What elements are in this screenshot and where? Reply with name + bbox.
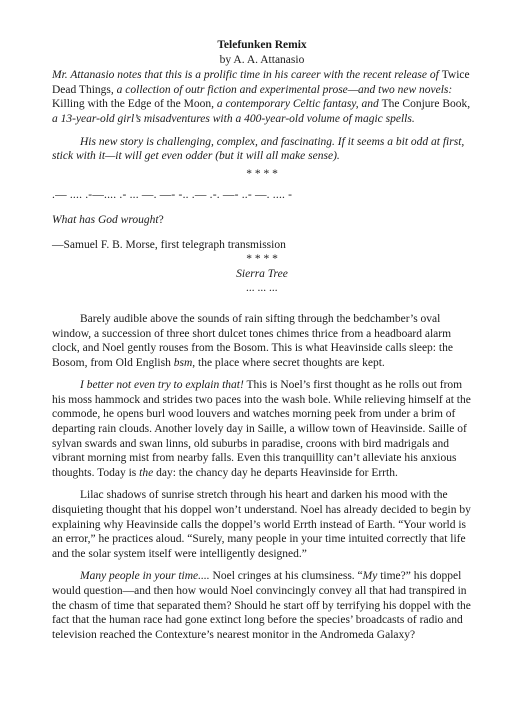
body-paragraph-4: Many people in your time.... Noel cringes at his clumsiness. “My time?” his doppel would question—and then how would Noel convincingly convey all that had transpired in the chasm of time that separated them? Should he start off by terrifying his doppel with the fact that the human race had gone extinct long before the species’ broadcasts of radio and television reached the Contexture’s nearest monitor in the Andromeda Galaxy? <box>52 570 471 641</box>
epigraph-question: What has God wrought? <box>52 213 164 226</box>
story-title: Telefunken Remix <box>217 39 307 51</box>
body-paragraph-3: Lilac shadows of sunrise stretch through his heart and darken his mood with the disquieting thought that his doppel won’t understand. Noel has already decided to begin by explaining why Heavinside calls the doppel’s world Errth instead of Earth. “Your world is an error,” he practices aloud. “Surely, many people in your time intuited correctly that life and the solar system itself were intelligently designed.” <box>52 489 471 560</box>
intro-seg-1: Twice Dead Things <box>52 69 470 96</box>
section-break-1: * * * * <box>246 167 278 180</box>
intro-seg-0: Mr. Attanasio notes that this is a prolific time in his career with the recent release of <box>52 69 442 82</box>
intro-seg-5: The Conjure Book <box>381 98 468 111</box>
intro-seg-4: , a contemporary Celtic fantasy, and <box>211 98 382 111</box>
intro-seg-6: , a 13-year-old girl’s misadventures with a 400-year-old volume of magic spells. <box>52 98 471 125</box>
body-paragraph-1: Barely audible above the sounds of rain sifting through the bedchamber’s oval window, a succession of three short dulcet tones chimes thrice from a headboard alarm clock, and Noel gently rouses from the Bosom. This is what Heavinside calls sleep: the Bosom, from Old English bsm, the place where secret thoughts are kept. <box>52 312 453 369</box>
section-break-2: * * * * <box>246 253 278 266</box>
story-byline: by A. A. Attanasio <box>219 53 305 66</box>
body-paragraph-2: I better not even try to explain that! This is Noel’s first thought as he rolls out from his moss hammock and strides two paces into the wash bole. While relieving himself at the commode, he opens burl wood louvers and watches morning peek from under a brim of departing rain clouds. Another lovely day in Saille, a willow town of Heavinside. Saille of sylvan swards and swan linns, old suburbs in paradise, croons with bird madrigals and vibrant morning mist from nearby falls. Even this tranquillity can’t alleviate his anxious thoughts. Today is the day: the chancy day he departs Heavinside for Errth. <box>52 379 471 479</box>
intro-seg-2: , a collection of outr fiction and experimental prose—and two new novels: <box>110 83 453 96</box>
intro-seg-3: Killing with the Edge of the Moon <box>52 98 212 111</box>
intro-note <box>52 68 472 126</box>
epigraph-attribution: —Samuel F. B. Morse, first telegraph transmission <box>52 238 286 251</box>
intro-recommendation: His new story is challenging, complex, and fascinating. If it seems a bit odd at first, stick with it—it will get even odder (but it will all make sense). <box>52 135 465 163</box>
morse-code-line: .— .... .-—.... .- ... —. —- -.. .— .-. —- ..- —. .... - <box>52 189 293 202</box>
section-heading: Sierra Tree <box>236 267 288 280</box>
section-ellipsis: ... ... ... <box>246 282 278 295</box>
